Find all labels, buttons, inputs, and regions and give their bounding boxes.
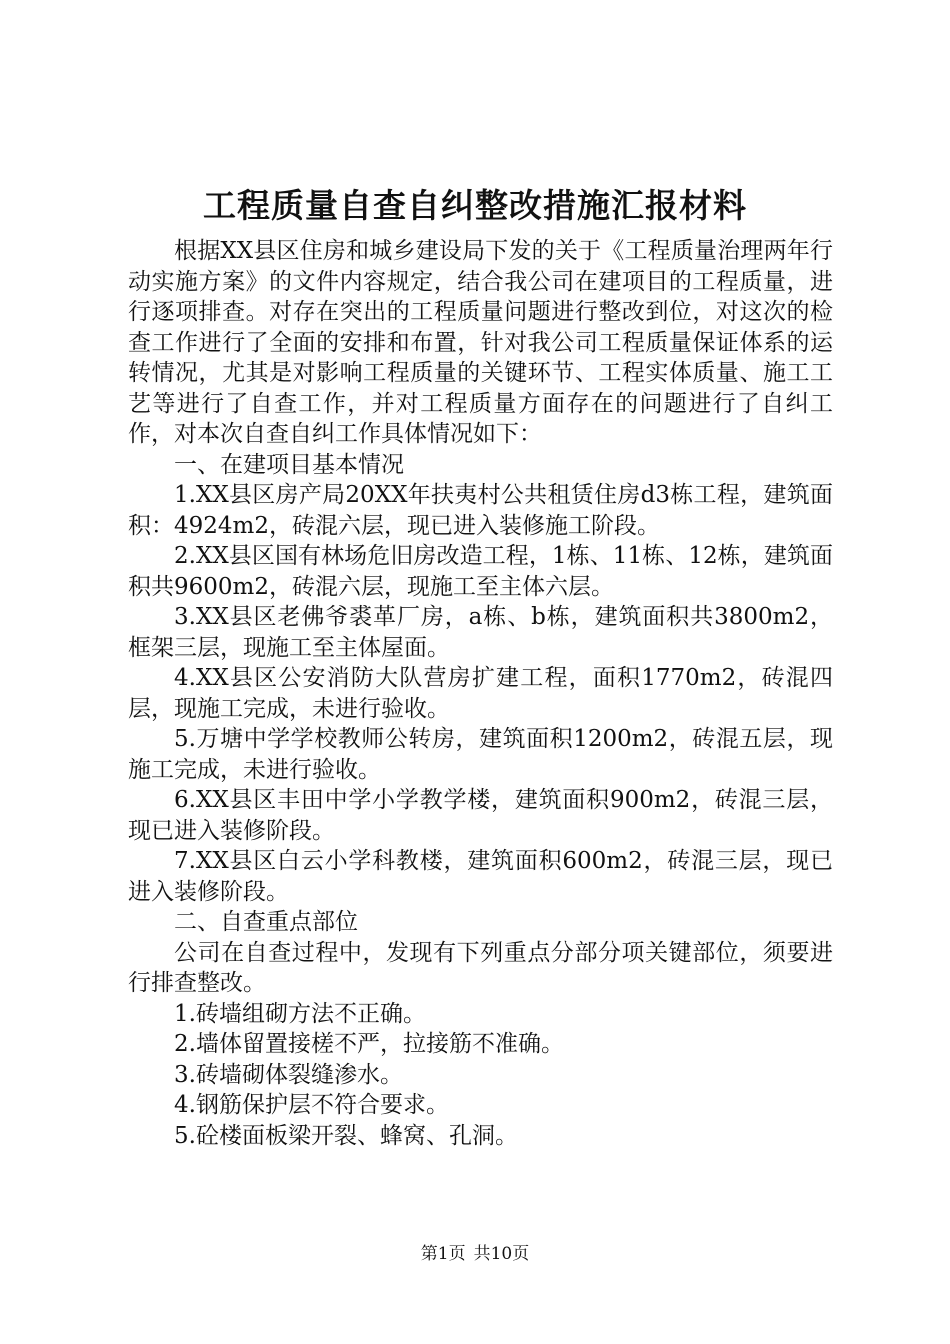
- issue-item: 3.砖墙砌体裂缝渗水。: [174, 1061, 403, 1088]
- project-item: 7.XX县区白云小学科教楼，建筑面积600m2，砖混三层，现已进入装修阶段。: [128, 848, 833, 905]
- section-heading-key-points: 二、自查重点部位: [174, 909, 358, 935]
- project-item: 2.XX县区国有林场危旧房改造工程，1栋、11栋、12栋，建筑面积共9600m2，砖混六层，现施工至主体六层。: [128, 543, 833, 600]
- intro-paragraph: 根据XX县区住房和城乡建设局下发的关于《工程质量治理两年行动实施方案》的文件内容规定，结合我公司在建项目的工程质量，进行逐项排查。对存在突出的工程质量问题进行整改到位，对这次的检查工作进行了全面的安排和布置，针对我公司工程质量保证体系的运转情况，尤其是对影响工程质量的关键环节、工程实体质量、施工工艺等进行了自查工作，并对工程质量方面存在的问题进行了自纠工作，对本次自查自纠工作具体情况如下：: [128, 238, 833, 447]
- project-item: 1.XX县区房产局20XX年扶夷村公共租赁住房d3栋工程，建筑面积：4924m2，砖混六层，现已进入装修施工阶段。: [128, 482, 833, 539]
- section-heading-projects: 一、在建项目基本情况: [174, 451, 404, 478]
- issue-item: 5.砼楼面板梁开裂、蜂窝、孔洞。: [174, 1122, 518, 1149]
- issue-item: 2.墙体留置接槎不严，拉接筋不准确。: [174, 1031, 564, 1057]
- issue-item: 1.砖墙组砌方法不正确。: [174, 1000, 426, 1027]
- page-number: 第1页: [420, 1244, 466, 1264]
- project-item: 4.XX县区公安消防大队营房扩建工程，面积1770m2，砖混四层，现施工完成，未进行验收。: [128, 665, 833, 722]
- project-item: 5.万塘中学学校教师公转房，建筑面积1200m2，砖混五层，现施工完成，未进行验收。: [128, 726, 833, 783]
- document-body: [128, 236, 833, 1151]
- project-item: 3.XX县区老佛爷裘革厂房，a栋、b栋，建筑面积共3800m2，框架三层，现施工至主体屋面。: [128, 604, 833, 661]
- page-footer: [0, 1242, 950, 1266]
- page-total: 共10页: [473, 1244, 530, 1264]
- issue-item: 4.钢筋保护层不符合要求。: [174, 1092, 449, 1118]
- project-item: 6.XX县区丰田中学小学教学楼，建筑面积900m2，砖混三层，现已进入装修阶段。: [128, 787, 833, 844]
- key-points-intro: 公司在自查过程中，发现有下列重点分部分项关键部位，须要进行排查整改。: [128, 939, 833, 996]
- document-title: 工程质量自查自纠整改措施汇报材料: [203, 186, 747, 225]
